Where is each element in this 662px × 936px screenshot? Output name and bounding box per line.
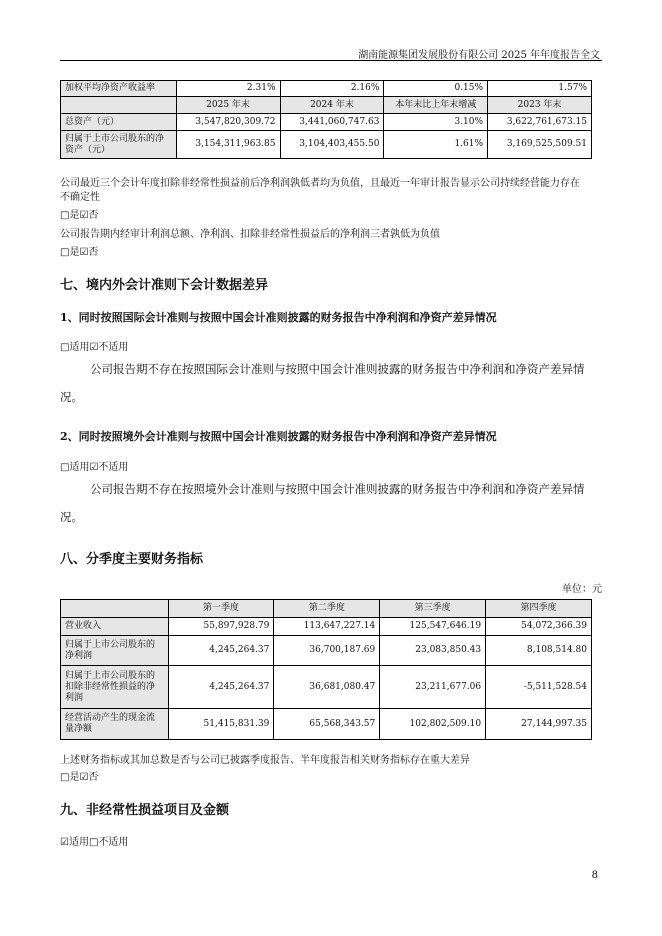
table-header-row xyxy=(61,600,592,618)
section-7-1-title: 1、同时按照国际会计准则与按照中国会计准则披露的财务报告中净利润和净资产差异情况 xyxy=(60,311,497,324)
table-cell: 36,681,080.47 xyxy=(274,666,380,709)
table-cell: 65,568,343.57 xyxy=(274,709,380,740)
section-7-1-text-cont: 况。 xyxy=(60,390,83,404)
going-concern-check: □是☑否 xyxy=(60,210,99,221)
table-cell: 54,072,366.39 xyxy=(486,618,592,636)
table-cell: 36,700,187.69 xyxy=(274,636,380,666)
row-label: 归属于上市公司股东的扣除非经常性损益的净利润 xyxy=(61,666,169,709)
table-cell: 3.10% xyxy=(384,114,488,131)
section-7-1-text: 公司报告期不存在按照国际会计准则与按照中国会计准则披露的财务报告中净利润和净资产差异情 xyxy=(90,362,585,376)
going-concern-note-cont: 不确定性 xyxy=(60,192,100,203)
quarterly-diff-check: □是☑否 xyxy=(60,772,99,783)
table-header-cell: 第二季度 xyxy=(274,600,380,618)
table-row xyxy=(61,131,592,159)
section-7-2-check: □适用☑不适用 xyxy=(60,462,129,473)
section-7-title: 七、境内外会计准则下会计数据差异 xyxy=(60,278,269,293)
table-cell: 125,547,646.19 xyxy=(380,618,486,636)
section-9-title: 九、非经常性损益项目及金额 xyxy=(60,803,230,818)
section-7-2-text: 公司报告期不存在按照境外会计准则与按照中国会计准则披露的财务报告中净利润和净资产差异情 xyxy=(90,482,585,496)
table-cell: 3,622,761,673.15 xyxy=(488,114,592,131)
table-cell: 3,154,311,963.85 xyxy=(176,131,280,159)
table-header-row xyxy=(61,97,592,114)
quarterly-indicators-table xyxy=(60,599,592,740)
table-header-cell xyxy=(61,97,177,114)
section-8-title: 八、分季度主要财务指标 xyxy=(60,552,204,567)
table-header-cell: 第四季度 xyxy=(486,600,592,618)
table-header-cell xyxy=(61,600,169,618)
table-row xyxy=(61,81,592,97)
table-row xyxy=(61,709,592,740)
section-7-2-title: 2、同时按照境外会计准则与按照中国会计准则披露的财务报告中净利润和净资产差异情况 xyxy=(60,430,497,443)
table-row xyxy=(61,666,592,709)
table-cell: 8,108,514.80 xyxy=(486,636,592,666)
table-header-cell: 第一季度 xyxy=(168,600,274,618)
table-cell: 102,802,509.10 xyxy=(380,709,486,740)
negative-profit-check: □是☑否 xyxy=(60,247,99,258)
table-header-cell: 2023 年末 xyxy=(488,97,592,114)
section-9-check: ☑适用□不适用 xyxy=(60,837,129,848)
table-header-cell: 2024 年末 xyxy=(280,97,384,114)
table-cell: 23,083,850.43 xyxy=(380,636,486,666)
table-header-cell: 2025 年末 xyxy=(176,97,280,114)
table-cell: 3,104,403,455.50 xyxy=(280,131,384,159)
table-cell: 23,211,677.06 xyxy=(380,666,486,709)
section-7-2-text-cont: 况。 xyxy=(60,510,83,524)
table-cell: 3,547,820,309.72 xyxy=(176,114,280,131)
row-label: 归属于上市公司股东的净利润 xyxy=(61,636,169,666)
table-cell: 2.31% xyxy=(176,81,280,97)
table-row xyxy=(61,618,592,636)
table-cell: 55,897,928.79 xyxy=(168,618,274,636)
header-divider xyxy=(60,60,602,61)
going-concern-note: 公司最近三个会计年度扣除非经常性损益前后净利润孰低者均为负值，且最近一年审计报告显示公司持续经营能力存在 xyxy=(60,178,580,189)
section-7-1-check: □适用☑不适用 xyxy=(60,342,129,353)
table-cell: 4,245,264.37 xyxy=(168,666,274,709)
row-label: 经营活动产生的现金流量净额 xyxy=(61,709,169,740)
table-cell: 2.16% xyxy=(280,81,384,97)
key-indicators-table xyxy=(60,80,592,159)
table-header-cell: 本年末比上年末增减 xyxy=(384,97,488,114)
table-cell: -5,511,528.54 xyxy=(486,666,592,709)
negative-profit-note: 公司报告期内经审计利润总额、净利润、扣除非经常性损益后的净利润三者孰低为负值 xyxy=(60,229,440,240)
quarterly-diff-note: 上述财务指标或其加总数是否与公司已披露季度报告、半年度报告相关财务指标存在重大差异 xyxy=(60,755,470,766)
table-cell: 1.61% xyxy=(384,131,488,159)
table-row xyxy=(61,636,592,666)
page-number: 8 xyxy=(591,870,598,881)
table-cell: 3,169,525,509.51 xyxy=(488,131,592,159)
row-label: 营业收入 xyxy=(61,618,169,636)
row-label: 总资产（元） xyxy=(61,114,177,131)
table-cell: 3,441,060,747.63 xyxy=(280,114,384,131)
table-cell: 113,647,227.14 xyxy=(274,618,380,636)
table-row xyxy=(61,114,592,131)
table-header-cell: 第三季度 xyxy=(380,600,486,618)
table-cell: 0.15% xyxy=(384,81,488,97)
table-cell: 27,144,997.35 xyxy=(486,709,592,740)
table-cell: 51,415,831.39 xyxy=(168,709,274,740)
table-cell: 1.57% xyxy=(488,81,592,97)
page-header: 湖南能源集团发展股份有限公司 2025 年年度报告全文 xyxy=(358,50,600,61)
row-label: 归属于上市公司股东的净资产（元） xyxy=(61,131,177,159)
unit-label: 单位：元 xyxy=(562,584,602,595)
row-label: 加权平均净资产收益率 xyxy=(61,81,177,97)
table-cell: 4,245,264.37 xyxy=(168,636,274,666)
